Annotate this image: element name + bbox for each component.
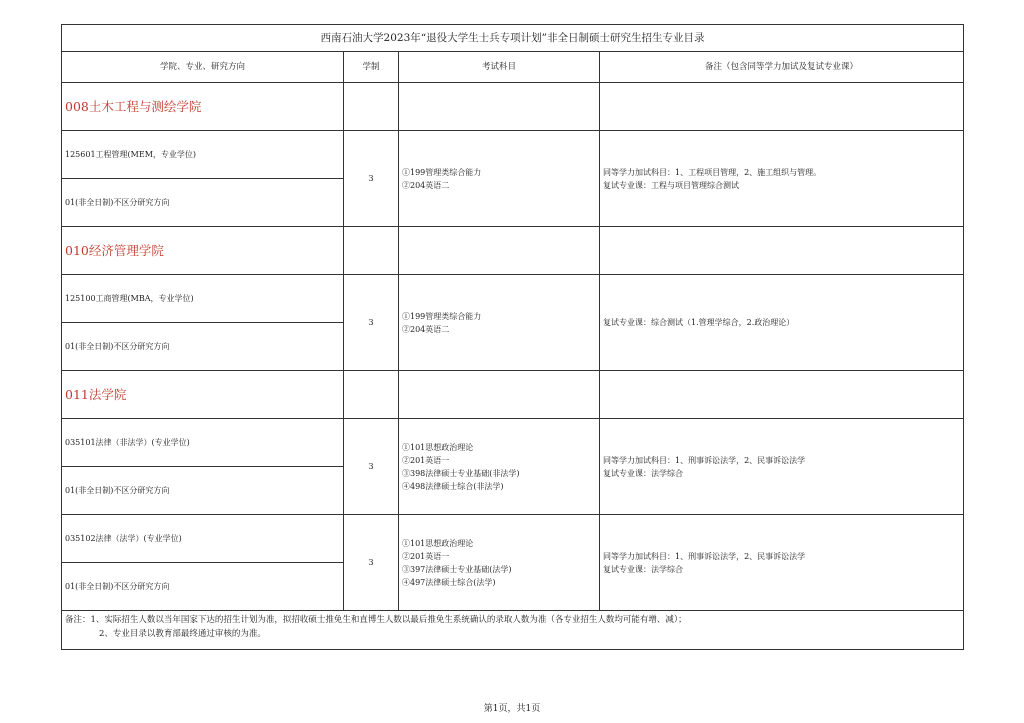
- note-item: 复试专业课：法学综合: [603, 468, 683, 478]
- exams-cell: [399, 131, 600, 227]
- exams-cell: [399, 515, 600, 611]
- exam-item: ③397法律硕士专业基础(法学): [402, 564, 512, 574]
- note-item: 同等学力加试科目：1、刑事诉讼法学，2、民事诉讼法学: [603, 551, 806, 561]
- header-notes: 备注（包含同等学力加试及复试专业课）: [600, 52, 964, 83]
- notes-cell: [600, 515, 964, 611]
- exams-cell: [399, 275, 600, 371]
- major-row: [62, 419, 964, 467]
- direction-name: 01(非全日制)不区分研究方向: [62, 179, 344, 227]
- major-row: [62, 275, 964, 323]
- notes-cell: [600, 131, 964, 227]
- note-item: 同等学力加试科目：1、工程项目管理，2、施工组织与管理。: [603, 167, 822, 177]
- header-college: 学院、专业、研究方向: [62, 52, 344, 83]
- years-cell: 3: [344, 275, 399, 371]
- exam-item: ②204英语二: [402, 180, 450, 190]
- note-item: 复试专业课：工程与项目管理综合测试: [603, 180, 739, 190]
- college-row: [62, 227, 964, 275]
- note-item: 复试专业课：综合测试（1.管理学综合，2.政治理论）: [603, 318, 795, 327]
- notes-cell: [600, 275, 964, 371]
- years-cell: 3: [344, 515, 399, 611]
- exam-item: ①199管理类综合能力: [402, 167, 482, 177]
- college-name: 010经济管理学院: [62, 227, 344, 275]
- years-cell: 3: [344, 419, 399, 515]
- catalog-table: [61, 24, 964, 650]
- college-row: [62, 371, 964, 419]
- major-name: 125601工程管理(MEM，专业学位): [62, 131, 344, 179]
- college-name: 011法学院: [62, 371, 344, 419]
- exam-item: ④497法律硕士综合(法学): [402, 577, 496, 587]
- years-cell: 3: [344, 131, 399, 227]
- remark-line: 2、专业目录以教育部最终通过审核的为准。: [99, 629, 266, 639]
- college-row: [62, 83, 964, 131]
- note-item: 同等学力加试科目：1、刑事诉讼法学，2、民事诉讼法学: [603, 455, 806, 465]
- exam-item: ④498法律硕士综合(非法学): [402, 481, 504, 491]
- major-row: [62, 515, 964, 563]
- college-name: 008土木工程与测绘学院: [62, 83, 344, 131]
- major-row: [62, 131, 964, 179]
- page-footer: 第1页，共1页: [483, 704, 541, 714]
- page-title: 西南石油大学2023年“退役大学生士兵专项计划”非全日制硕士研究生招生专业目录: [62, 25, 964, 52]
- remark-line: 备注：1、实际招生人数以当年国家下达的招生计划为准，拟招收硕士推免生和直博生人数以最后推免生系统确认的录取人数为准（各专业招生人数均可能有增、减）；: [65, 615, 687, 625]
- exam-item: ②201英语一: [402, 551, 450, 561]
- direction-name: 01(非全日制)不区分研究方向: [62, 467, 344, 515]
- exam-item: ①101思想政治理论: [402, 538, 474, 548]
- exams-cell: [399, 419, 600, 515]
- header-years: 学制: [344, 52, 399, 83]
- note-item: 复试专业课：法学综合: [603, 564, 683, 574]
- catalog-sheet: [61, 24, 963, 650]
- direction-name: 01(非全日制)不区分研究方向: [62, 323, 344, 371]
- exam-item: ①199管理类综合能力: [402, 311, 482, 321]
- major-name: 125100工商管理(MBA，专业学位): [62, 275, 344, 323]
- notes-cell: [600, 419, 964, 515]
- header-exams: 考试科目: [399, 52, 600, 83]
- exam-item: ①101思想政治理论: [402, 442, 474, 452]
- exam-item: ③398法律硕士专业基础(非法学): [402, 468, 520, 478]
- major-name: 035102法律（法学）(专业学位): [62, 515, 344, 563]
- exam-item: ②201英语一: [402, 455, 450, 465]
- remarks-cell: [62, 611, 964, 650]
- exam-item: ②204英语二: [402, 324, 450, 334]
- major-name: 035101法律（非法学）(专业学位): [62, 419, 344, 467]
- header-row: [62, 52, 964, 83]
- direction-name: 01(非全日制)不区分研究方向: [62, 563, 344, 611]
